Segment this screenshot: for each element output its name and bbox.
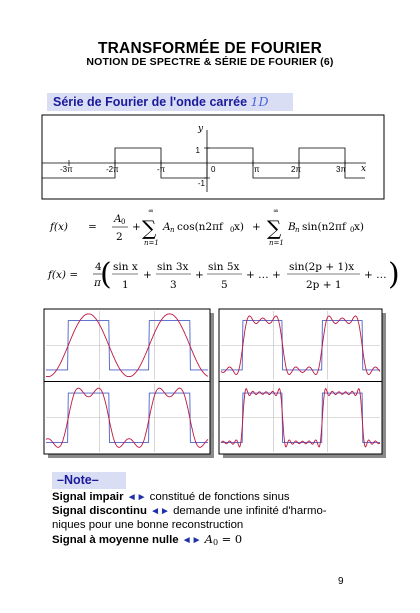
x-tick-pi: π xyxy=(254,165,260,174)
note-line-3-text: niques pour une bonne reconstruction xyxy=(52,519,244,531)
sum-sigma-1: ∑ xyxy=(142,216,157,240)
formula-plus-1: + xyxy=(132,221,141,233)
page-number: 9 xyxy=(338,576,344,587)
note-math-a: A xyxy=(204,532,213,546)
formula-an-sub: n xyxy=(170,226,175,234)
formula-a0: A xyxy=(114,213,122,225)
note-tag-text: –Note– xyxy=(57,473,99,487)
dots-end: + … xyxy=(364,269,387,281)
x-tick-3pi: 3π xyxy=(336,165,346,174)
note-line-3 xyxy=(52,518,243,532)
fracp-num: sin(2p + 1)x xyxy=(289,261,355,273)
x-tick-m3pi: -3π xyxy=(60,165,73,174)
page-subtitle: NOTION DE SPECTRE & SÉRIE DE FOURIER (6) xyxy=(86,56,334,68)
arrow-icon: ◄► xyxy=(150,506,170,517)
formula-a0-sub: 0 xyxy=(121,218,126,226)
note-line-4 xyxy=(52,532,242,548)
formula-bn: B xyxy=(288,221,296,233)
sum-top-2: ∞ xyxy=(273,207,279,215)
note-tag xyxy=(52,472,126,489)
y-axis-label: y xyxy=(198,124,204,134)
formula-f0-sub-2: 0 xyxy=(350,226,355,234)
y-tick-minus1: -1 xyxy=(197,179,205,188)
frac1-den: 1 xyxy=(122,279,129,291)
formula-x-close-1: x) xyxy=(234,221,245,233)
frac1-num: sin x xyxy=(113,261,138,273)
dots-mid: + … + xyxy=(246,269,281,281)
svg-text:): ) xyxy=(388,257,400,292)
sum-sigma-2: ∑ xyxy=(267,216,282,240)
svg-text:+: + xyxy=(195,269,204,281)
formula-a0-den: 2 xyxy=(116,231,123,243)
svg-text:(: ( xyxy=(100,257,112,292)
formula-general-lhs: f(x) xyxy=(50,221,69,233)
formula-square-lhs: f(x) = xyxy=(48,269,79,281)
coef-den: π xyxy=(94,277,101,289)
arrow-icon: ◄► xyxy=(126,492,147,503)
frac2-den: 3 xyxy=(170,279,177,291)
formula-general-eq: = xyxy=(88,221,97,233)
formula-x-close-2: x) xyxy=(354,221,365,233)
coef-num: 4 xyxy=(95,261,102,273)
formula-sin: sin(n2πf xyxy=(302,221,346,233)
x-axis-label: x xyxy=(361,164,367,174)
formula-an: A xyxy=(163,221,171,233)
x-tick-mpi: -π xyxy=(157,165,166,174)
formula-bn-sub: n xyxy=(295,226,300,234)
note-line-4-bold: Signal à moyenne nulle xyxy=(52,534,179,546)
x-tick-m2pi: -2π xyxy=(106,165,119,174)
x-tick-0: 0 xyxy=(211,165,216,174)
note-line-2-text: demande une infinité d'harmo- xyxy=(173,505,327,517)
y-tick-1: 1 xyxy=(195,146,200,155)
frac3-den: 5 xyxy=(221,279,228,291)
frac2-num: sin 3x xyxy=(157,261,189,273)
note-math-rhs: = 0 xyxy=(218,532,243,546)
section-heading-math: 1D xyxy=(250,94,269,109)
arrow-icon: ◄► xyxy=(181,535,202,546)
x-tick-2pi: 2π xyxy=(291,165,301,174)
formula-cos: cos(n2πf xyxy=(177,221,223,233)
sum-top-1: ∞ xyxy=(148,207,154,215)
note-line-1 xyxy=(52,490,290,505)
fracp-den: 2p + 1 xyxy=(306,279,342,291)
note-line-2 xyxy=(52,504,327,519)
frac3-num: sin 5x xyxy=(208,261,240,273)
section-heading-text: Série de Fourier de l'onde carrée xyxy=(53,95,248,109)
note-math-sub: 0 xyxy=(212,538,219,547)
note-line-1-bold: Signal impair xyxy=(52,491,124,503)
formula-plus-2: + xyxy=(252,221,261,233)
note-line-2-bold: Signal discontinu xyxy=(52,505,147,517)
svg-text:+: + xyxy=(143,269,152,281)
sum-bottom-2: n=1 xyxy=(269,239,284,247)
page-title: TRANSFORMÉE DE FOURIER xyxy=(98,40,322,57)
formula-f0-sub-1: 0 xyxy=(230,226,235,234)
note-line-1-text: constitué de fonctions sinus xyxy=(149,491,290,503)
sum-bottom-1: n=1 xyxy=(144,239,159,247)
